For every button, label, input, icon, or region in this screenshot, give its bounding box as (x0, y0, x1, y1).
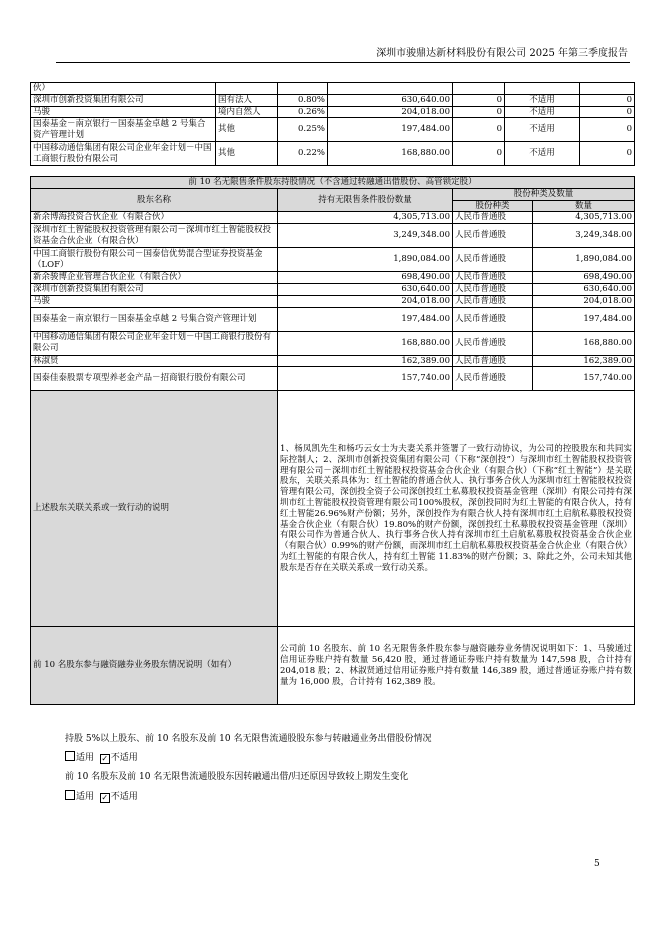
col-header-type-group: 股份种类及数量 (453, 188, 635, 200)
table-row: 深圳市红土智能股权投资管理有限公司－深圳市红土智能股权投资基金合伙企业（有限合伙） 3,249,348.00 人民币普通股 3,249,348.00 (31, 224, 635, 248)
table-row: 国泰基金－南京银行－国泰基金卓越 2 号集合资产管理计划 197,484.00 人民币普通股 197,484.00 (31, 307, 635, 331)
change-options: 适用 ✓ 不适用 (65, 789, 138, 803)
page-number: 5 (594, 859, 600, 869)
col-header-count: 数量 (533, 200, 635, 212)
col-header-type: 股份种类 (453, 200, 533, 212)
table-row: 马骏 204,018.00 人民币普通股 204,018.00 (31, 295, 635, 307)
checkbox-checked-icon[interactable]: ✓ (101, 793, 109, 802)
table-row: 林淑贤 162,389.00 人民币普通股 162,389.00 (31, 355, 635, 367)
table-row: 深圳市创新投资集团有限公司 630,640.00 人民币普通股 630,640.00 (31, 283, 635, 295)
section-title: 前 10 名无限售条件股东持股情况（不含通过转融通出借股份、高管锁定股） (31, 177, 635, 189)
margin-label: 前 10 名股东参与融资融券业务股东情况说明（如有） (31, 627, 278, 705)
margin-row (31, 627, 635, 705)
table-row: 国泰佳泰股票专项型养老金产品－招商银行股份有限公司 157,740.00 人民币普通股 157,740.00 (31, 367, 635, 391)
table-row: 中国移动通信集团有限公司企业年金计划－中国工商银行股份有限公司 168,880.00 人民币普通股 168,880.00 (31, 331, 635, 355)
checkbox-unchecked-icon[interactable] (65, 751, 75, 761)
table-row: 中国工商银行股份有限公司－国泰信优势混合型证券投资基金（LOF） 1,890,084.00 人民币普通股 1,890,084.00 (31, 248, 635, 272)
table-row: 国泰基金－南京银行－国泰基金卓越 2 号集合资产管理计划 其他 0.25% 197,484.00 0 不适用 0 (31, 118, 635, 142)
report-header: 深圳市骏鼎达新材料股份有限公司 2025 年第三季度报告 (376, 48, 628, 59)
margin-text: 公司前 10 名股东、前 10 名无限售条件股东参与融资融券业务情况说明如下：1、马骏通过信用证券账户持有数量 56,420 股，通过普通证券账户持有数量为 147,598 股，合计持有 204,018 股；2、林淑贤通过信用证券账户持有数量 146,389 股，通过普通证券账户持有数量为 16,000 股，合计持有 162,389 股。 (278, 627, 635, 705)
table-row: 新余骏博企业管理合伙企业（有限合伙） 698,490.00 人民币普通股 698,490.00 (31, 272, 635, 284)
table-row: 马骏 境内自然人 0.26% 204,018.00 0 不适用 0 (31, 106, 635, 118)
top10-shareholders-continued (30, 82, 635, 166)
relations-text: 1、杨凤凯先生和杨巧云女士为夫妻关系并签署了一致行动协议，为公司的控股股东和共同实际控制人；2、深圳市创新投资集团有限公司（下称“深创投”）与深圳市红土智能股权投资管理有限公司－深圳市红土智能股权投资基金合伙企业（有限合伙）（下称“红土智能”）是关联股东，关联关系具体为：红土智能的普通合伙人、执行事务合伙人为深圳市红土智能股权投资管理有限公司，深创投全资子公司深创投红土私募股权投资基金管理（深圳）有限公司持有深圳市红土智能股权投资管理有限公司100%股权，深创投同时为红土智能的有限合伙人，持有红土智能26.96%财产份额；另外，深创投作为有限合伙人持有深圳市红土启航私募股权投资基金合伙企业（有限合伙）19.80%的财产份额，深创投红土私募股权投资基金管理（深圳）有限公司作为普通合伙人、执行事务合伙人持有深圳市红土启航私募股权投资基金合伙企业（有限合伙）0.99%的财产份额，而深圳市红土启航私募股权投资基金合伙企业（有限合伙）为红土智能的有限合伙人，持有红土智能 11.83%的财产份额；3、除此之外，公司未知其他股东是否存在关联关系或一致行动关系。 (278, 391, 635, 627)
table-row: 深圳市创新投资集团有限公司 国有法人 0.80% 630,640.00 0 不适用 0 (31, 94, 635, 106)
table-row: 中国移动通信集团有限公司企业年金计划－中国工商银行股份有限公司 其他 0.22% 168,880.00 0 不适用 0 (31, 142, 635, 166)
col-header-name: 股东名称 (31, 188, 278, 212)
checkbox-checked-icon[interactable]: ✓ (101, 754, 109, 763)
unrestricted-shareholders-table (30, 176, 635, 705)
relations-row (31, 391, 635, 627)
change-title: 前 10 名股东及前 10 名无限售流通股股东因转融通出借/归还原因导致较上期发生变化 (65, 772, 409, 782)
table-row: 新余博海投资合伙企业（有限合伙） 4,305,713.00 人民币普通股 4,305,713.00 (31, 212, 635, 224)
header-divider (56, 62, 630, 63)
cont-fragment: 伙） (31, 83, 216, 95)
relations-label: 上述股东关联关系或一致行动的说明 (31, 391, 278, 627)
lending-title: 持股 5%以上股东、前 10 名股东及前 10 名无限售流通股股东参与转融通业务出借股份情况 (65, 734, 432, 744)
col-header-qty: 持有无限售条件股份数量 (278, 188, 453, 212)
lending-options: 适用 ✓ 不适用 (65, 750, 138, 764)
checkbox-unchecked-icon[interactable] (65, 790, 75, 800)
